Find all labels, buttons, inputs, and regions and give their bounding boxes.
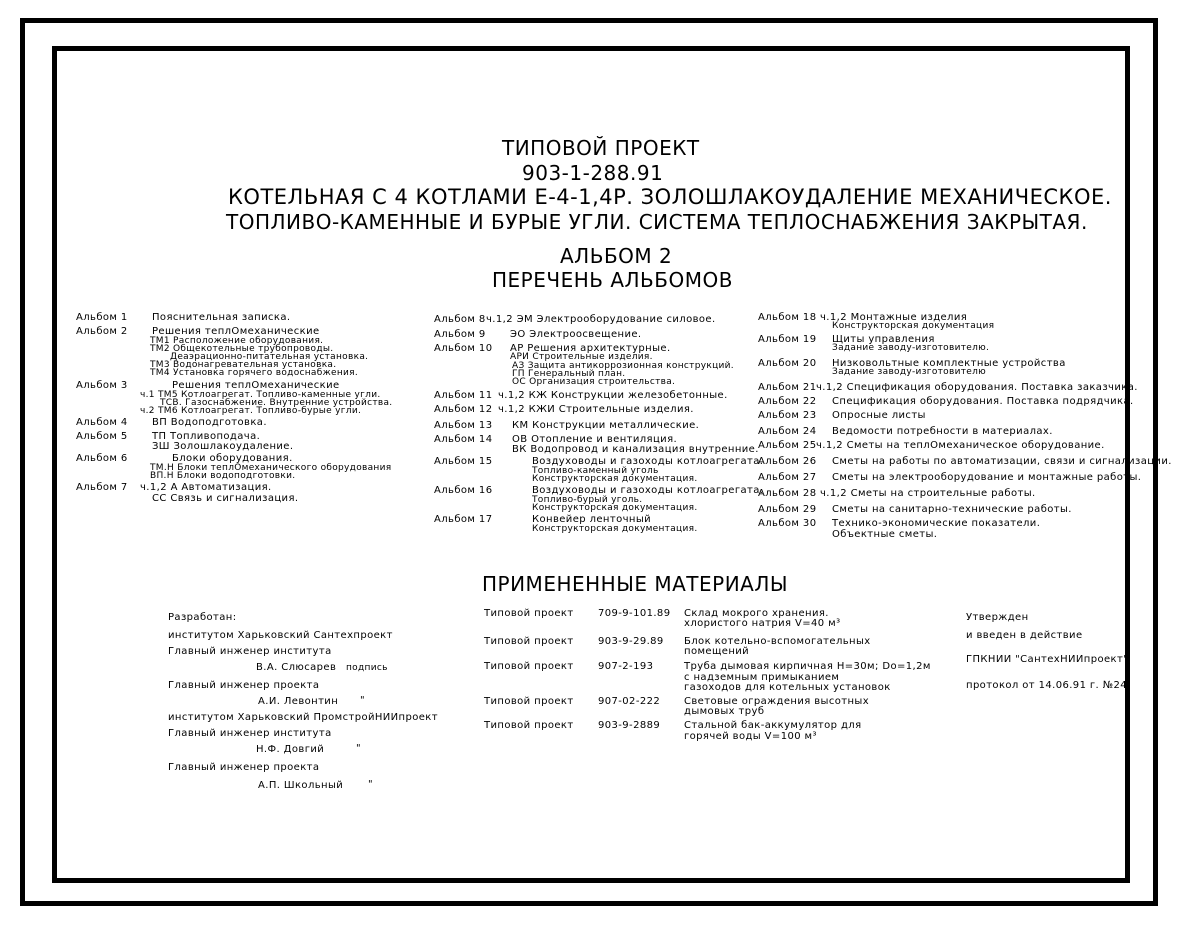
material-kind: Типовой проект — [484, 636, 574, 647]
album-text: КМ Конструкции металлические. — [512, 420, 700, 431]
album-label: Альбом 21 — [758, 382, 817, 393]
album-label: Альбом 28 — [758, 488, 817, 499]
album-subitem: Топливо-каменный уголь — [532, 466, 659, 476]
album-text: Воздуховоды и газоходы котлоагрегата. — [532, 456, 764, 467]
album-label: Альбом 27 — [758, 472, 817, 483]
approved-org: ГПКНИИ "СантехНИИпроект" — [966, 654, 1129, 665]
album-text: ВП Водоподготовка. — [152, 417, 267, 428]
album-label: Альбом 19 — [758, 334, 817, 345]
material-code: 709-9-101.89 — [598, 608, 671, 619]
album-label: Альбом 2 — [76, 326, 128, 337]
album-text: Низковольтные комплектные устройства — [832, 358, 1066, 369]
material-code: 907-02-222 — [598, 696, 661, 707]
material-desc: Световые ограждения высотных — [684, 696, 870, 707]
header-type: ТИПОВОЙ ПРОЕКТ — [502, 136, 700, 160]
album-text: Щиты управления — [832, 334, 935, 345]
album-subitem: АЗ Защита антикоррозионная конструкций. — [512, 361, 734, 371]
material-desc: Стальной бак-аккумулятор для — [684, 720, 862, 731]
material-desc: Труба дымовая кирпичная H=30м; Do=1,2м — [684, 661, 931, 672]
ditto-mark: " — [360, 695, 365, 706]
album-subitem: Деаэрационно-питательная установка. — [170, 352, 369, 362]
album-text: Сметы на работы по автоматизации, связи и сигнализации. — [832, 456, 1172, 467]
material-desc: помещений — [684, 646, 750, 657]
developed-role: Главный инженер института — [168, 728, 332, 739]
album-text: Сметы на электрооборудование и монтажные работы. — [832, 472, 1142, 483]
approved-line: и введен в действие — [966, 630, 1083, 641]
header-title: КОТЕЛЬНАЯ С 4 КОТЛАМИ Е-4-1,4Р. ЗОЛОШЛАКОУДАЛЕНИЕ МЕХАНИЧЕСКОЕ. — [228, 185, 1112, 209]
album-label: Альбом 3 — [76, 380, 128, 391]
album-text: Сметы на санитарно-технические работы. — [832, 504, 1072, 515]
material-code: 907-2-193 — [598, 661, 654, 672]
approved-protocol: протокол от 14.06.91 г. №24 — [966, 680, 1128, 691]
album-label: Альбом 16 — [434, 485, 493, 496]
material-desc: газоходов для котельных установок — [684, 682, 891, 693]
album-label: Альбом 25 — [758, 440, 817, 451]
material-kind: Типовой проект — [484, 661, 574, 672]
album-label: Альбом 9 — [434, 329, 486, 340]
album-text: АР Решения архитектурные. — [510, 343, 671, 354]
album-text: ОВ Отопление и вентиляция. — [512, 434, 678, 445]
album-text: ЭО Электроосвещение. — [510, 329, 642, 340]
album-subitem: Задание заводу-изготовителю — [832, 367, 987, 377]
album-subitem: Конструкторская документация. — [532, 524, 698, 534]
album-subitem: ч.2 ТМ6 Котлоагрегат. Топливо-бурые угли. — [140, 406, 362, 416]
material-desc: горячей воды V=100 м³ — [684, 731, 817, 742]
album-subitem: Топливо-бурый уголь. — [532, 495, 643, 505]
header-album: АЛЬБОМ 2 — [560, 244, 673, 268]
album-label: Альбом 29 — [758, 504, 817, 515]
album-label: Альбом 13 — [434, 420, 493, 431]
album-label: Альбом 30 — [758, 518, 817, 529]
approved-line: Утвержден — [966, 612, 1029, 623]
album-subitem: Конструкторская документация. — [532, 474, 698, 484]
signature-note: подпись — [346, 663, 388, 673]
developed-org-1: институтом Харьковский Сантехпроект — [168, 630, 393, 641]
materials-title: ПРИМЕНЕННЫЕ МАТЕРИАЛЫ — [482, 572, 789, 596]
album-label: Альбом 12 — [434, 404, 493, 415]
album-subitem: ОС Организация строительства. — [512, 377, 676, 387]
album-label: Альбом 18 — [758, 312, 817, 323]
album-subitem: ЗШ Золошлакоудаление. — [152, 441, 294, 452]
album-subitem: ВП.Н Блоки водоподготовки. — [150, 471, 296, 481]
album-label: Альбом 22 — [758, 396, 817, 407]
material-desc: Склад мокрого хранения. — [684, 608, 829, 619]
material-kind: Типовой проект — [484, 720, 574, 731]
album-text: ТП Топливоподача. — [152, 431, 261, 442]
album-subitem: Конструкторская документация. — [532, 503, 698, 513]
album-label: Альбом 10 — [434, 343, 493, 354]
album-label: Альбом 8 — [434, 314, 486, 325]
album-text: ч.1,2 Монтажные изделия — [820, 312, 968, 323]
album-text: Блоки оборудования. — [172, 453, 293, 464]
album-subitem: ГП Генеральный план. — [512, 369, 626, 379]
album-subitem: Конструкторская документация — [832, 321, 995, 331]
album-subitem: ВК Водопровод и канализация внутренние. — [512, 444, 759, 455]
album-subitem: СС Связь и сигнализация. — [152, 493, 299, 504]
ditto-mark: " — [368, 779, 373, 790]
album-text: ч.1,2 КЖ Конструкции железобетонные. — [498, 390, 728, 401]
album-label: Альбом 11 — [434, 390, 493, 401]
album-text: Ведомости потребности в материалах. — [832, 426, 1053, 437]
developed-person: В.А. Слюсарев — [256, 662, 337, 673]
album-subitem: ч.1 ТМ5 Котлоагрегат. Топливо-каменные угли. — [140, 390, 381, 400]
developed-title: Разработан: — [168, 612, 237, 623]
album-text: Спецификация оборудования. Поставка подрядчика. — [832, 396, 1134, 407]
album-text: ч.1,2 Сметы на строительные работы. — [820, 488, 1036, 499]
album-label: Альбом 23 — [758, 410, 817, 421]
album-text: Конвейер ленточный — [532, 514, 652, 525]
album-text: Пояснительная записка. — [152, 312, 291, 323]
album-subitem: ТМ1 Расположение оборудования. — [150, 336, 324, 346]
album-label: Альбом 6 — [76, 453, 128, 464]
material-code: 903-9-29.89 — [598, 636, 664, 647]
developed-person: А.И. Левонтин — [258, 696, 339, 707]
album-label: Альбом 26 — [758, 456, 817, 467]
developed-person: А.П. Школьный — [258, 780, 344, 791]
album-text: ч.1,2 А Автоматизация. — [140, 482, 272, 493]
album-text: Технико-экономические показатели. — [832, 518, 1041, 529]
album-label: Альбом 20 — [758, 358, 817, 369]
developed-role: Главный инженер института — [168, 646, 332, 657]
album-subitem: ТМ4 Установка горячего водоснабжения. — [150, 368, 359, 378]
ditto-mark: " — [356, 743, 361, 754]
header-number: 903-1-288.91 — [522, 161, 664, 185]
album-label: Альбом 17 — [434, 514, 493, 525]
album-subitem: ТМ3 Водонагревательная установка. — [150, 360, 337, 370]
album-text: Воздуховоды и газоходы котлоагрегата. — [532, 485, 764, 496]
list-title: ПЕРЕЧЕНЬ АЛЬБОМОВ — [492, 268, 733, 292]
developed-role: Главный инженер проекта — [168, 680, 320, 691]
album-subitem: ТМ.Н Блоки теплОмеханического оборудования — [150, 463, 392, 473]
album-subitem: АРИ Строительные изделия. — [510, 352, 653, 362]
album-text: ч.1,2 Спецификация оборудования. Поставка заказчика. — [816, 382, 1138, 393]
material-desc: с надземным примыканием — [684, 672, 840, 683]
album-text: ч.1,2 КЖИ Строительные изделия. — [498, 404, 694, 415]
album-subitem: Объектные сметы. — [832, 529, 938, 540]
album-label: Альбом 24 — [758, 426, 817, 437]
material-kind: Типовой проект — [484, 696, 574, 707]
album-label: Альбом 5 — [76, 431, 128, 442]
album-label: Альбом 14 — [434, 434, 493, 445]
album-text: ч.1,2 Сметы на теплОмеханическое оборудование. — [816, 440, 1105, 451]
album-subitem: Задание заводу-изготовителю. — [832, 343, 990, 353]
material-desc: хлористого натрия V=40 м³ — [684, 618, 841, 629]
material-kind: Типовой проект — [484, 608, 574, 619]
album-subitem: ТМ2 Общекотельные трубопроводы. — [150, 344, 334, 354]
material-desc: дымовых труб — [684, 706, 765, 717]
album-text: Решения теплОмеханические — [152, 326, 320, 337]
developed-org-2: институтом Харьковский ПромстройНИИпроект — [168, 712, 438, 723]
header-subtitle: ТОПЛИВО-КАМЕННЫЕ И БУРЫЕ УГЛИ. СИСТЕМА ТЕПЛОСНАБЖЕНИЯ ЗАКРЫТАЯ. — [226, 210, 1088, 234]
material-desc: Блок котельно-вспомогательных — [684, 636, 871, 647]
developed-role: Главный инженер проекта — [168, 762, 320, 773]
album-text: Решения теплОмеханические — [172, 380, 340, 391]
album-subitem: ТСВ. Газоснабжение. Внутренние устройства. — [160, 398, 393, 408]
album-text: ч.1,2 ЭМ Электрооборудование силовое. — [486, 314, 716, 325]
album-label: Альбом 1 — [76, 312, 128, 323]
album-text: Опросные листы — [832, 410, 926, 421]
material-code: 903-9-2889 — [598, 720, 661, 731]
developed-person: Н.Ф. Довгий — [256, 744, 325, 755]
album-label: Альбом 15 — [434, 456, 493, 467]
album-label: Альбом 4 — [76, 417, 128, 428]
album-label: Альбом 7 — [76, 482, 128, 493]
